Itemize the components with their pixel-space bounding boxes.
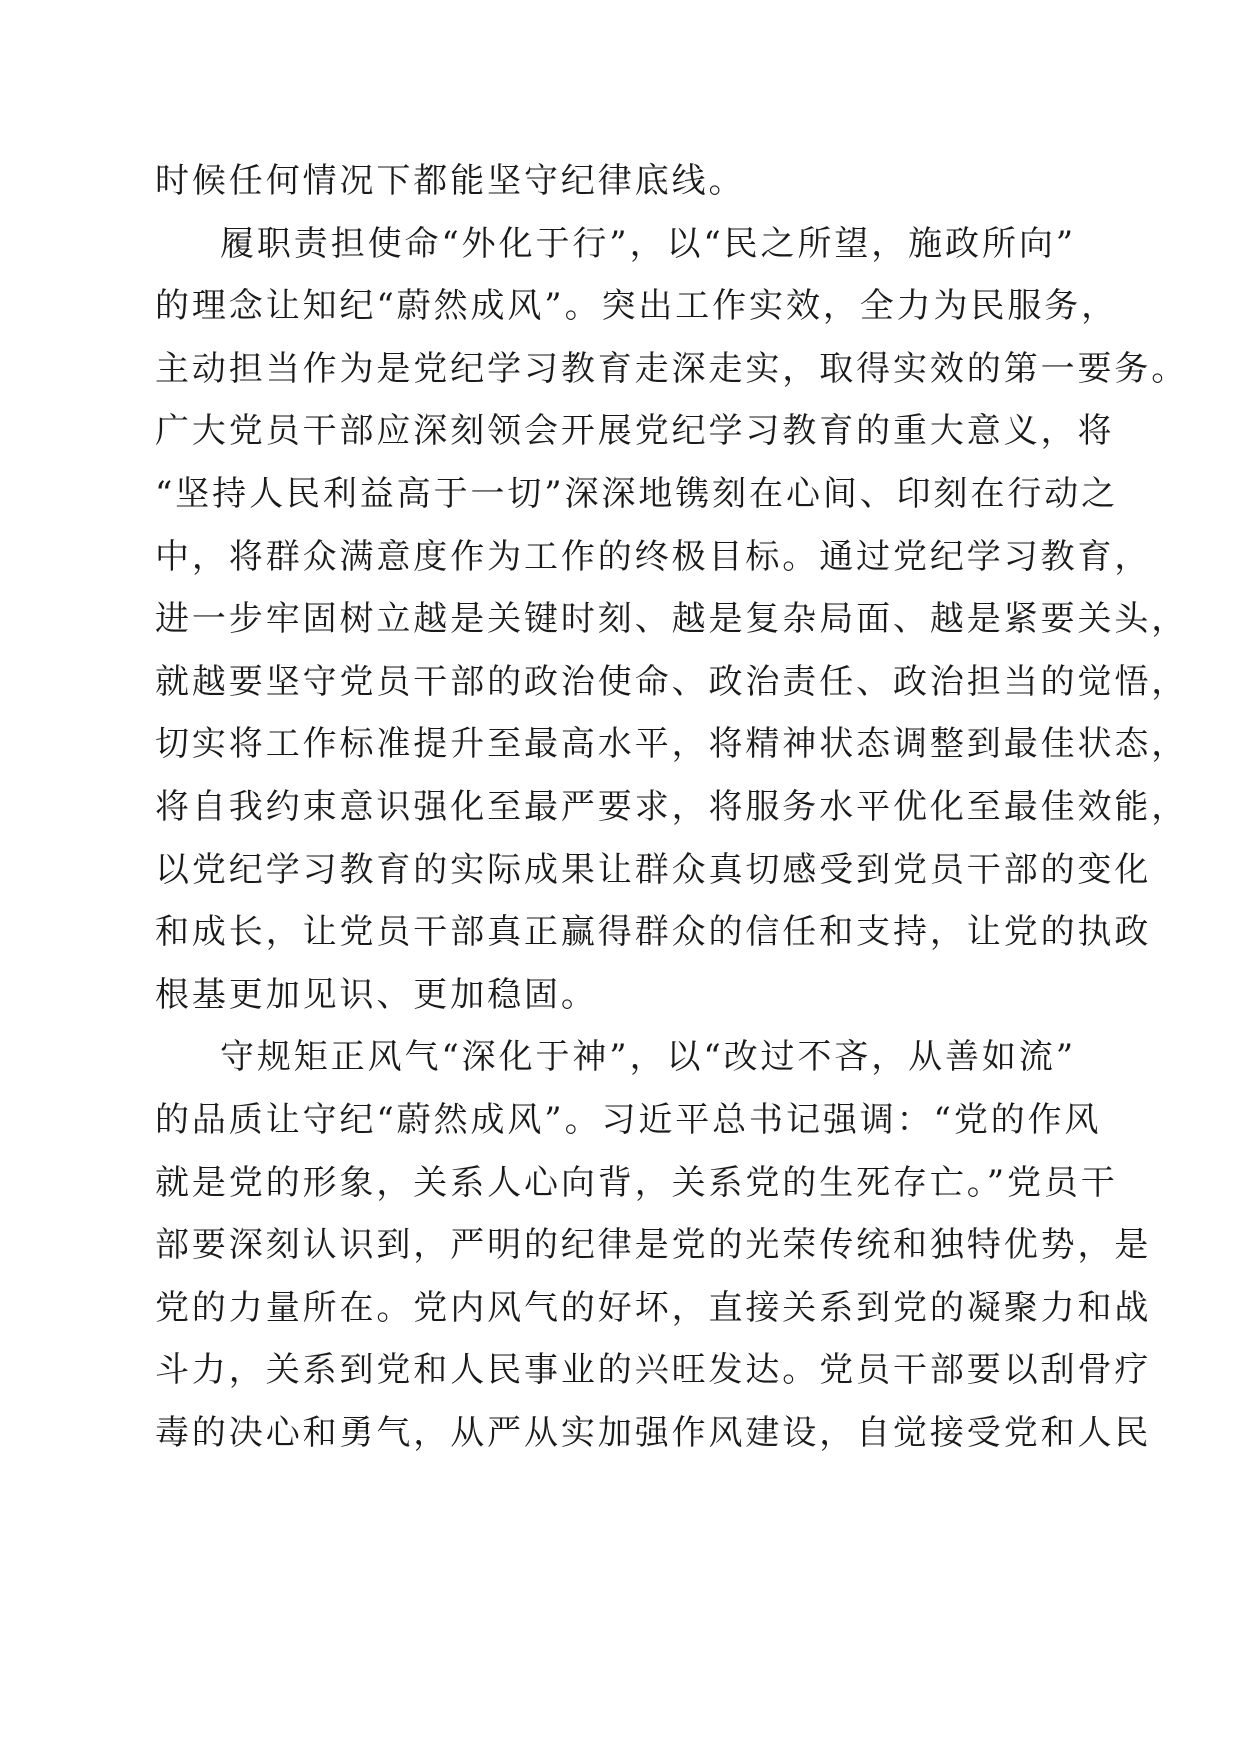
text-line-1: 时候任何情况下都能坚守纪律底线。 bbox=[155, 161, 746, 201]
text-line-10: 切实将工作标准提升至最高水平，将精神状态调整到最佳状态， bbox=[155, 724, 1189, 765]
text-line-6: “坚持人民利益高于一切”深深地镌刻在心间、印刻在行动之 bbox=[155, 473, 1119, 514]
text-line-11: 将自我约束意识强化至最严要求，将服务水平优化至最佳效能， bbox=[155, 786, 1189, 827]
text-line-17: 就是党的形象，关系人心向背，关系党的生死存亡。”党员干 bbox=[155, 1162, 1118, 1203]
paragraph-start-line: 履职责担使命“外化于行”，以“民之所望，施政所向” bbox=[220, 223, 1077, 264]
text-line-3: 的理念让知纪“蔚然成风”。突出工作实效，全力为民服务， bbox=[155, 286, 1119, 327]
paragraph-start-line: 守规矩正风气“深化于神”，以“改过不吝，从善如流” bbox=[220, 1037, 1077, 1078]
text-line-20: 斗力，关系到党和人民事业的兴旺发达。党员干部要以刮骨疗 bbox=[155, 1350, 1152, 1391]
text-line-19: 党的力量所在。党内风气的好坏，直接关系到党的凝聚力和战 bbox=[155, 1287, 1152, 1328]
text-line-18: 部要深刻认识到，严明的纪律是党的光荣传统和独特优势，是 bbox=[155, 1225, 1152, 1266]
text-line-14: 根基更加见识、更加稳固。 bbox=[155, 974, 598, 1015]
text-line-16: 的品质让守纪“蔚然成风”。习近平总书记强调：“党的作风 bbox=[155, 1099, 1102, 1140]
text-line-5: 广大党员干部应深刻领会开展党纪学习教育的重大意义，将 bbox=[155, 411, 1115, 452]
text-line-4: 主动担当作为是党纪学习教育走深走实，取得实效的第一要务。 bbox=[155, 348, 1189, 389]
text-line-7: 中，将群众满意度作为工作的终极目标。通过党纪学习教育， bbox=[155, 536, 1152, 577]
text-line-8: 进一步牢固树立越是关键时刻、越是复杂局面、越是紧要关头， bbox=[155, 599, 1189, 640]
text-line-13: 和成长，让党员干部真正赢得群众的信任和支持，让党的执政 bbox=[155, 912, 1152, 953]
text-line-21: 毒的决心和勇气，从严从实加强作风建设，自觉接受党和人民 bbox=[155, 1412, 1152, 1453]
text-line-9: 就越要坚守党员干部的政治使命、政治责任、政治担当的觉悟， bbox=[155, 661, 1189, 702]
document-body bbox=[155, 150, 1189, 1464]
text-line-12: 以党纪学习教育的实际成果让群众真切感受到党员干部的变化 bbox=[155, 849, 1152, 890]
